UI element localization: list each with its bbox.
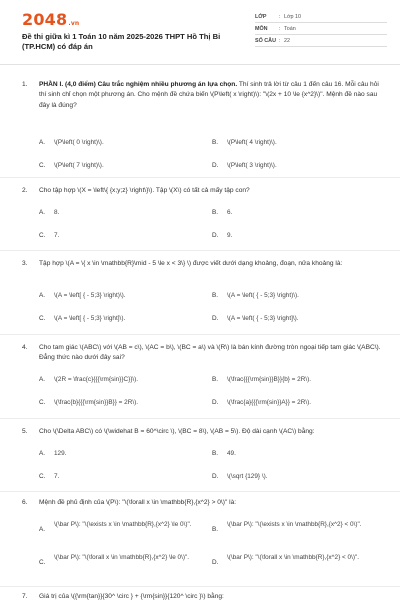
meta-value: Toán [284,26,296,32]
meta-key: LỚP [255,14,267,20]
question-4: 4. Cho tam giác \(ABC\) với \(AB = c\), \(AC = b\), \(BC = a\) và \(R\) là bán kính đường tròn ngoại tiếp tam giác \(ABC\). Đẳng thức nào dưới đây sai? A. \(2R = \frac{c}{{{\rm{sin}}C}}\). B. \(\frac{{{\rm{sin}}B}}{b} = 2R\). C. \(\frac{b}{{{\rm{sin}}B}} = 2R\). D. \(\frac{a}{{{\rm{sin}}A}} = 2R\). [22,343,387,415]
part-label: PHẦN I. (4,0 điểm) Câu trắc nghiệm nhiều phương án lựa chọn. [39,81,238,88]
question-6: 6. Mệnh đề phủ định của \(P\): "\(\forall x \in \mathbb{R},{x^2} > 0\)" là: A. \(\bar P\): "\(\exists x \in \mathbb{R},{x^2} \le 0\)". B. \(\bar P\): "\(\exists x \in \mathbb{R},{x^2} < 0\)". C. \(\bar P\): "\(\forall x \in \mathbb{R},{x^2} \le 0\)". D. \(\bar P\): "\(\forall x \in \mathbb{R},{x^2} < 0\)". [22,498,387,584]
question-list [0,70,400,600]
question-text: Cho \(\Delta ABC\) có \(\widehat B = 60^\circ \), \(BC = 8\), \(AB = 5\). Độ dài cạnh \(AC\) bằng: [39,428,315,435]
question-number: 2. [22,187,28,194]
question-number: 5. [22,428,28,435]
exam-meta [255,11,387,47]
question-text: Cho tam giác \(ABC\) với \(AB = c\), \(AC = b\), \(BC = a\) và \(R\) là bán kính đường tròn ngoại tiếp tam giác \(ABC\). Đẳng thức nào dưới đây sai? [39,344,381,362]
divider [0,491,400,492]
meta-row-subject: MÔN : Toán [255,23,387,35]
page-title: Đề thi giữa kì 1 Toán 10 năm 2025-2026 THPT Hồ Thị Bi (TP.HCM) có đáp án [22,32,221,51]
question-7 [22,592,387,600]
meta-key: MÔN [255,26,268,32]
question-2: 2. Cho tập hợp \(X = \left\{ {x;y;z} \right\}\). Tập \(X\) có tất cả mấy tập con? A. 8. B. 6. C. 7. D. 9. [22,186,387,246]
site-logo[interactable]: 2048.vn [22,10,80,29]
question-5: 5. Cho \(\Delta ABC\) có \(\widehat B = 60^\circ \), \(BC = 8\), \(AB = 5\). Độ dài cạnh \(AC\) bằng: A. 129. B. 49. C. 7. D. \(\sqrt {129} \). [22,427,387,489]
divider [0,177,400,178]
question-number: 1. [22,81,28,88]
page-header [0,0,400,65]
question-1: 1. PHẦN I. (4,0 điểm) Câu trắc nghiệm nhiều phương án lựa chọn. Thí sinh trả lời từ câu 1 đến câu 16. Mỗi câu hỏi thí sinh chỉ chọn một phương án. Cho mệnh đề chứa biến \(P\left( x \right)\): "\(2x + 10 \le {x^2}\)". Mệnh đề nào sau đây là đúng? A. \(P\left( 0 \right)\). B. \(P\left( 4 \right)\). C. \(P\left( 7 \right)\). D. \(P\left( 3 \right)\). [22,80,387,180]
meta-value: Lớp 10 [284,14,302,20]
question-number: 3. [22,260,28,267]
meta-row-count: SỐ CÂU : 22 [255,35,387,47]
question-number: 6. [22,499,28,506]
question-number: 4. [22,344,28,351]
question-text: Cho tập hợp \(X = \left\{ {x;y;z} \right\}\). Tập \(X\) có tất cả mấy tập con? [39,187,250,194]
question-text: Mệnh đề phủ định của \(P\): "\(\forall x \in \mathbb{R},{x^2} > 0\)" là: [39,499,237,506]
meta-value: 22 [284,38,290,44]
divider [0,334,400,335]
question-3: 3. Tập hợp \(A = \{ x \in \mathbb{R}\mid - 5 \le x < 3\} \) được viết dưới dạng khoảng, đoạn, nửa khoảng là: A. \(A = \left[ { - 5;3} \right)\). B. \(A = \left( { - 5;3} \right)\). C. \(A = \left[ { - 5;3} \right]\). D. \(A = \left( { - 5;3} \right]\). [22,259,387,331]
divider [0,586,400,587]
meta-key: SỐ CÂU [255,38,276,44]
divider [0,418,400,419]
meta-row-class: LỚP : Lớp 10 [255,11,387,23]
divider [0,250,400,251]
question-text: Giá trị của \({\rm{tan}}{30^ \circ } + {\rm{sin}}{120^ \circ }\) bằng: [39,593,224,600]
question-text: PHẦN I. (4,0 điểm) Câu trắc nghiệm nhiều phương án lựa chọn. Thí sinh trả lời từ câu 1 đến câu 16. Mỗi câu hỏi thí sinh chỉ chọn một phương án. Cho mệnh đề chứa biến \(P\left( x \right)\): "\(2x + 10 \le {x^2}\)". Mệnh đề nào sau đây là đúng? [39,81,379,109]
question-text: Tập hợp \(A = \{ x \in \mathbb{R}\mid - 5 \le x < 3\} \) được viết dưới dạng khoảng, đoạn, nửa khoảng là: [39,260,343,267]
question-number: 7. [22,593,28,600]
